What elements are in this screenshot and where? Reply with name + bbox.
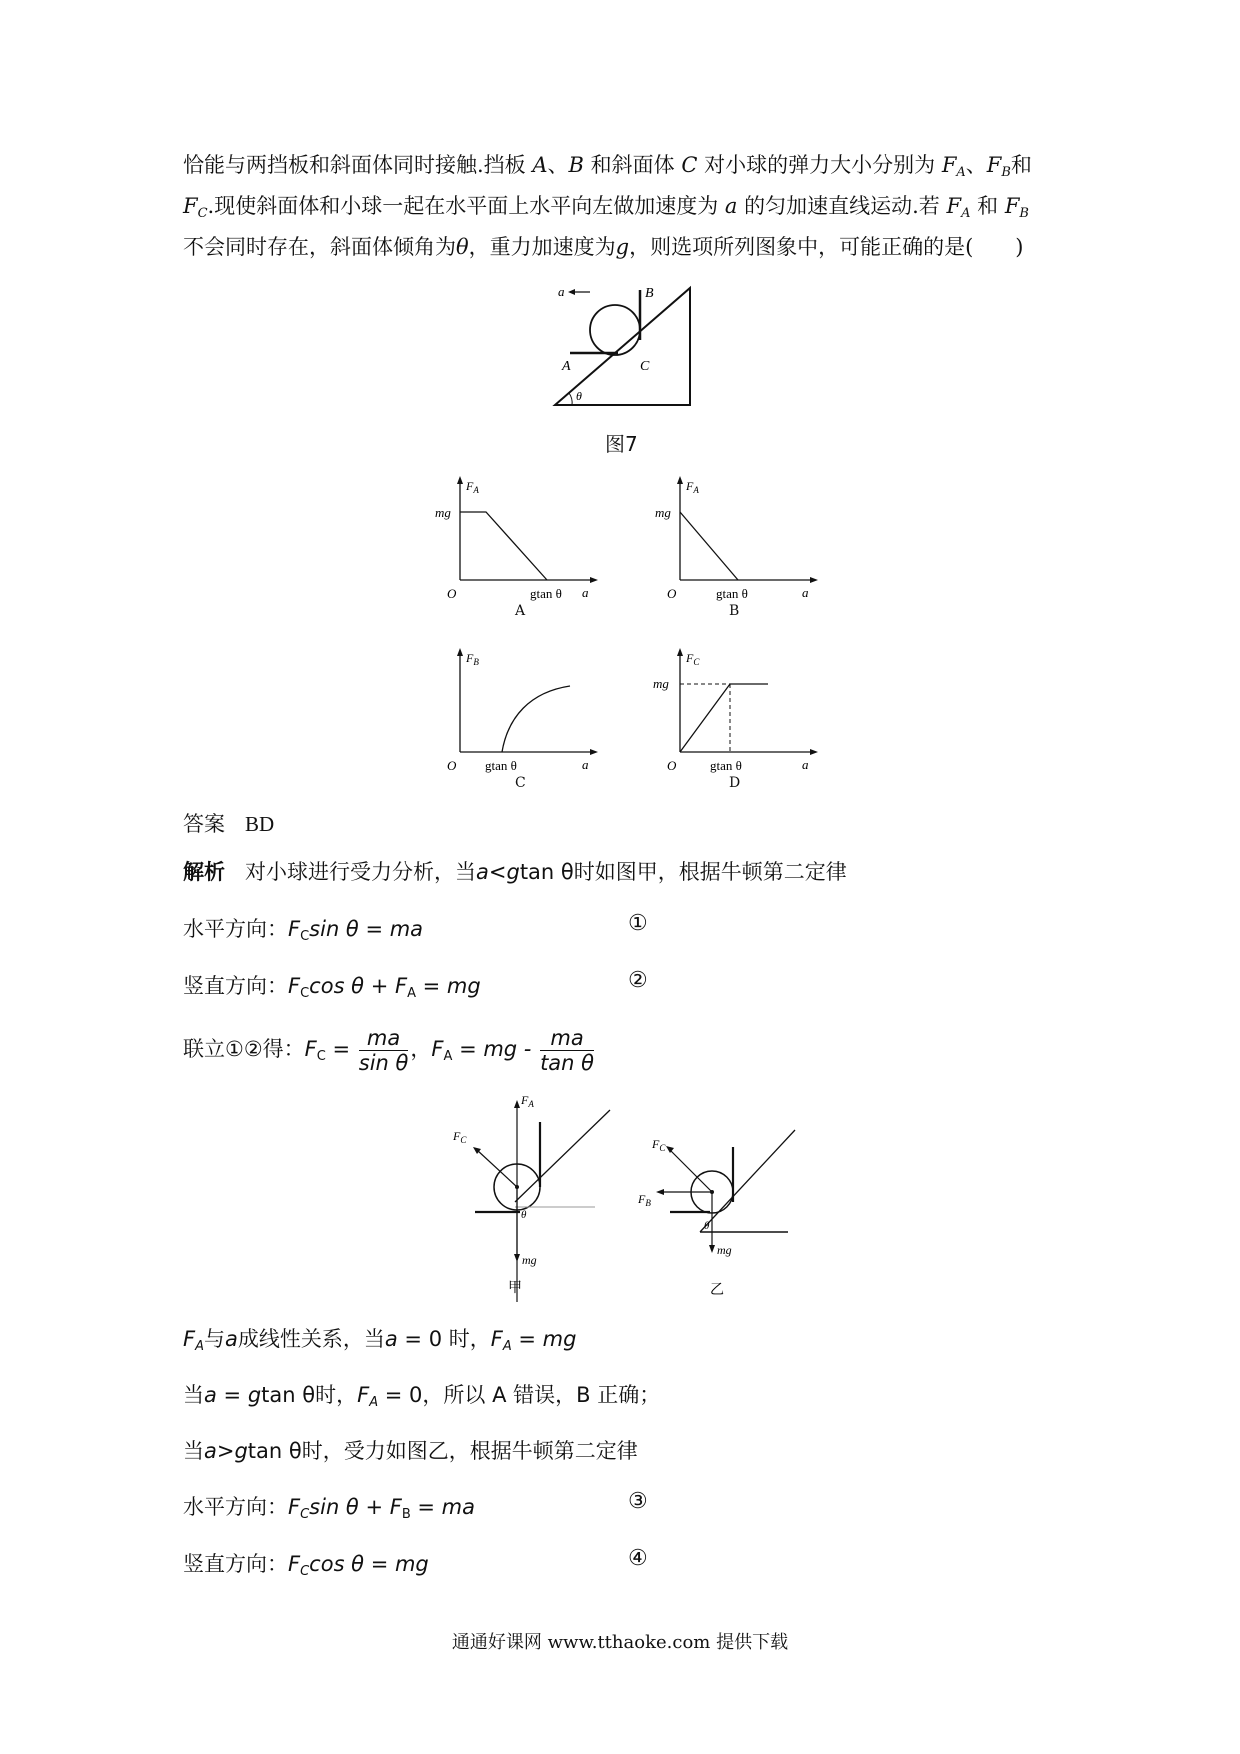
svg-text:mg: mg (522, 1253, 537, 1267)
solution-greater-line: 当a>gtan θ时，受力如图乙，根据牛顿第二定律 (183, 1439, 638, 1463)
svg-text:乙: 乙 (710, 1283, 724, 1298)
figure-7-diagram (550, 280, 700, 410)
svg-text:甲: 甲 (508, 1281, 522, 1296)
svg-text:θ: θ (576, 389, 582, 403)
svg-text:θ: θ (521, 1209, 527, 1221)
svg-text:FA: $F_A$ (521, 1093, 534, 1109)
svg-text:gtan θ: gtan θ (485, 758, 517, 773)
option-c-label: C (515, 775, 526, 791)
equation-4-number: ④ (628, 1546, 648, 1571)
equation-3-number: ③ (628, 1489, 648, 1514)
option-a-label: A (515, 603, 526, 619)
option-b-graph (650, 470, 825, 620)
problem-line-3: 不会同时存在，斜面体倾角为θ，重力加速度为g，则选项所列图象中，可能正确的是( ) (183, 235, 1024, 259)
fraction-fa: $\frac{ma}{\text{tan θ}}$ (540, 1025, 594, 1075)
option-a-graph (430, 470, 605, 620)
svg-text:O: O (447, 586, 457, 601)
combined-result: 联立①②得：$F_C$ = $\frac{ma}{\text{sin θ}}$ ，$F_A$ = mg - $\frac{ma}{\text{tan θ}}$ (183, 1025, 594, 1075)
solution-intro: 解析 对小球进行受力分析，当a<gtan θ时如图甲，根据牛顿第二定律 (183, 860, 847, 884)
svg-text:gtan θ: gtan θ (530, 586, 562, 601)
svg-text:a: a (582, 585, 589, 600)
svg-text:B: B (645, 286, 654, 301)
svg-text:gtan θ: gtan θ (710, 758, 742, 773)
equation-1-number: ① (628, 911, 648, 936)
svg-text:mg: mg (717, 1243, 732, 1257)
fraction-fc: $\frac{ma}{\text{sin θ}}$ (358, 1025, 409, 1075)
equation-1: 水平方向：$F_C\sin$ θ = ma (183, 917, 424, 944)
free-body-diagram-jia (445, 1092, 615, 1302)
option-b-label: B (729, 603, 740, 619)
svg-text:O: O (447, 758, 457, 773)
svg-text:FB: $F_B$ (466, 651, 479, 667)
svg-text:a: a (582, 757, 589, 772)
svg-text:O: O (667, 758, 677, 773)
solution-zero-line: 当a = gtan θ时，$F_A = 0$，所以 A 错误，B 正确； (183, 1383, 661, 1410)
svg-text:FA: $F_A$ (466, 479, 479, 495)
figure-7-caption: 图7 (605, 432, 638, 456)
svg-text:mg: mg (435, 505, 451, 520)
svg-text:θ: θ (704, 1220, 710, 1232)
svg-text:FC: $F_C$ (686, 651, 700, 667)
svg-text:a: a (558, 284, 565, 299)
option-c-graph (430, 642, 605, 792)
problem-line-1: 恰能与两挡板和斜面体同时接触.挡板 A、B 和斜面体 C 对小球的弹力大小分别为 $F_A$、$F_B$和 (183, 153, 1032, 180)
svg-text:mg: mg (653, 676, 669, 691)
svg-text:a: a (802, 585, 809, 600)
option-d-label: D (729, 775, 741, 791)
svg-text:C: C (640, 359, 650, 374)
answer-line: 答案 BD (183, 812, 275, 836)
svg-text:O: O (667, 586, 677, 601)
free-body-diagram-yi (630, 1092, 800, 1302)
equation-2: 竖直方向：$F_C\cos$ $\theta + F_A$ = mg (183, 974, 481, 1001)
svg-text:A: A (562, 359, 571, 374)
equation-3: 水平方向：$F_C\sin$ $\theta + F_B$ = ma (183, 1495, 476, 1522)
equation-4: 竖直方向：$F_C\cos$ θ = mg (183, 1552, 429, 1579)
solution-linear-line: $F_A$与a成线性关系，当a = 0 时，$F_A$ = mg (183, 1327, 577, 1354)
svg-text:FC: $F_C$ (453, 1129, 467, 1145)
svg-text:a: a (802, 757, 809, 772)
svg-text:mg: mg (655, 505, 671, 520)
svg-text:FC: $F_C$ (652, 1137, 666, 1153)
svg-text:gtan θ: gtan θ (716, 586, 748, 601)
page-footer: 通通好课网 www.tthaoke.com 提供下载 (451, 1632, 789, 1653)
problem-line-2: $F_C$.现使斜面体和小球一起在水平面上水平向左做加速度为 a 的匀加速直线运动.若 $F_A$ 和 $F_B$ (183, 194, 1029, 221)
svg-text:FA: $F_A$ (686, 479, 699, 495)
option-d-graph (650, 642, 825, 792)
equation-2-number: ② (628, 968, 648, 993)
svg-text:FB: $F_B$ (638, 1192, 651, 1208)
